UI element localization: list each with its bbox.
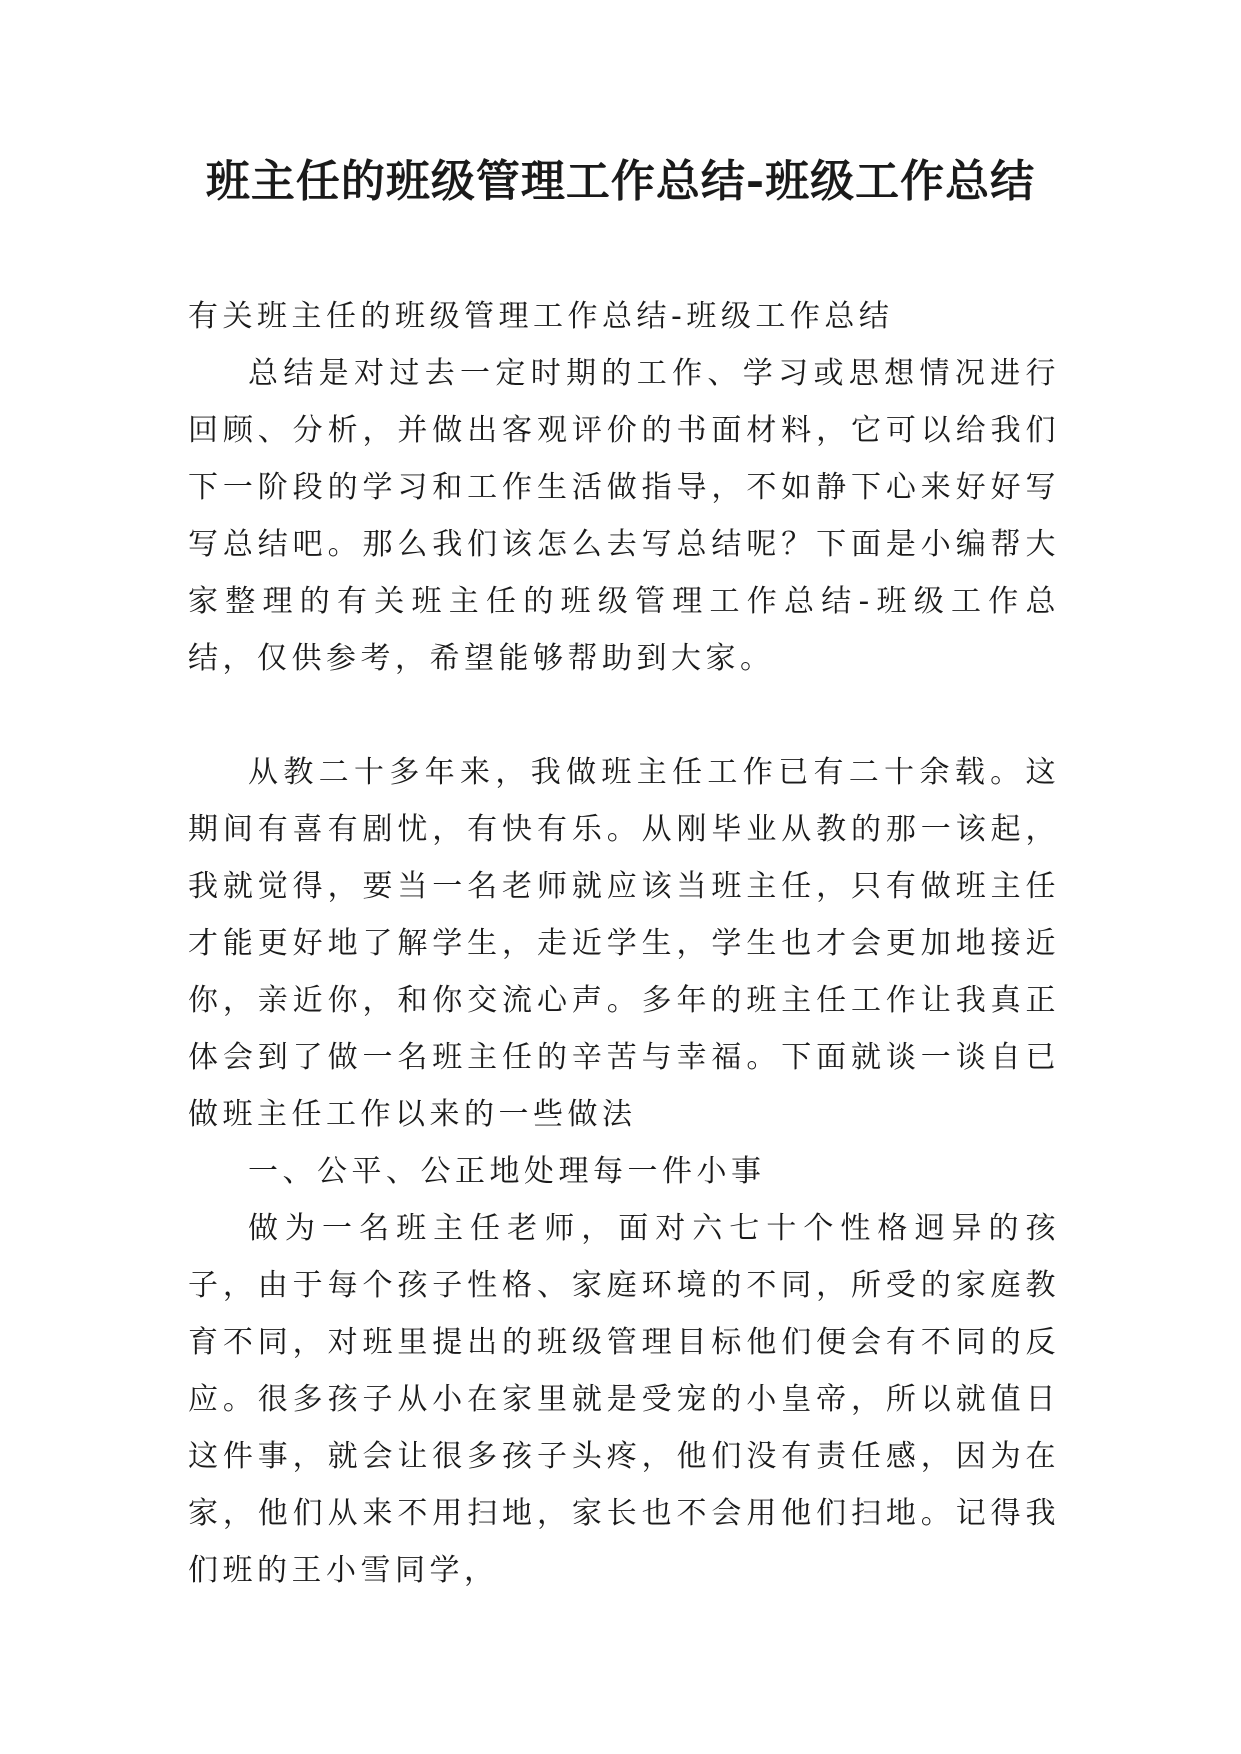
fairness-paragraph: 做为一名班主任老师，面对六七十个性格迥异的孩子，由于每个孩子性格、家庭环境的不同，所受的家庭教育不同，对班里提出的班级管理目标他们便会有不同的反应。很多孩子从小在家里就是受宠的小皇帝，所以就值日这件事，就会让很多孩子头疼，他们没有责任感，因为在家，他们从来不用扫地，家长也不会用他们扫地。记得我们班的王小雪同学，: [188, 1211, 1060, 1588]
experience-paragraph: 从教二十多年来，我做班主任工作已有二十余载。这期间有喜有剧忧，有快有乐。从刚毕业从教的那一该起，我就觉得，要当一名老师就应该当班主任，只有做班主任才能更好地了解学生，走近学生，学生也才会更加地接近你，亲近你，和你交流心声。多年的班主任工作让我真正体会到了做一名班主任的辛苦与幸福。下面就谈一谈自已做班主任工作以来的一些做法: [188, 755, 1060, 1132]
section-heading: 一、公平、公正地处理每一件小事: [248, 1154, 766, 1189]
document-subtitle: 有关班主任的班级管理工作总结-班级工作总结: [188, 299, 894, 334]
document-body: [188, 288, 1060, 1599]
document-title: 班主任的班级管理工作总结-班级工作总结: [205, 156, 1036, 207]
paragraph-spacer: [188, 687, 1060, 744]
intro-paragraph: 总结是对过去一定时期的工作、学习或思想情况进行回顾、分析，并做出客观评价的书面材料，它可以给我们下一阶段的学习和工作生活做指导，不如静下心来好好写写总结吧。那么我们该怎么去写总结呢？下面是小编帮大家整理的有关班主任的班级管理工作总结-班级工作总结，仅供参考，希望能够帮助到大家。: [188, 356, 1060, 676]
